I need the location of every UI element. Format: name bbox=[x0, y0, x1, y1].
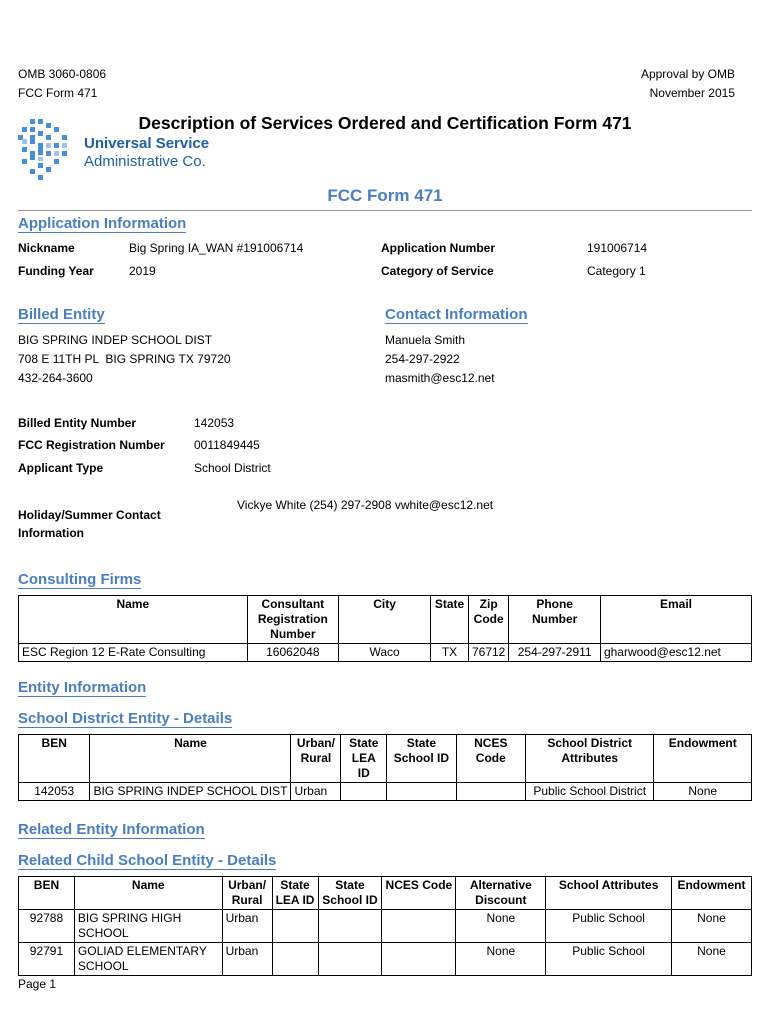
header-left bbox=[18, 65, 106, 103]
child-endowment: None bbox=[671, 943, 751, 976]
col-district-attributes: School District Attributes bbox=[525, 735, 654, 783]
consulting-table bbox=[18, 595, 752, 662]
col-city: City bbox=[339, 596, 431, 644]
child-state-school-id bbox=[318, 910, 382, 943]
col-nces-code: NCES Code bbox=[382, 877, 456, 910]
contact-name: Manuela Smith bbox=[385, 333, 466, 347]
col-urban-rural: Urban/ Rural bbox=[291, 735, 341, 783]
consultant-email: gharwood@esc12.net bbox=[600, 644, 751, 662]
logo-line-2: Administrative Co. bbox=[84, 153, 206, 170]
table-row bbox=[19, 943, 752, 976]
col-name: Name bbox=[90, 735, 291, 783]
child-heading: Related Child School Entity - Details bbox=[18, 852, 277, 869]
col-nces-code: NCES Code bbox=[456, 735, 525, 783]
usac-logo-icon bbox=[16, 117, 80, 185]
billed-entity-name: BIG SPRING INDEP SCHOOL DIST bbox=[18, 333, 213, 347]
col-ben: BEN bbox=[19, 877, 75, 910]
holiday-contact-label: Holiday/Summer Contact Information bbox=[18, 508, 161, 540]
district-state-lea-id bbox=[341, 783, 387, 801]
table-row bbox=[19, 644, 752, 662]
billed-entity-phone: 432-264-3600 bbox=[18, 371, 93, 385]
billed-entity-heading: Billed Entity bbox=[18, 306, 105, 323]
district-nces-code bbox=[456, 783, 525, 801]
child-endowment: None bbox=[671, 910, 751, 943]
child-urban-rural: Urban bbox=[222, 943, 272, 976]
child-table bbox=[18, 876, 752, 976]
child-ben: 92788 bbox=[19, 910, 75, 943]
approval-date: November 2015 bbox=[649, 86, 735, 100]
entity-info-heading: Entity Information bbox=[18, 679, 147, 696]
consultant-city: Waco bbox=[339, 644, 431, 662]
col-endowment: Endowment bbox=[671, 877, 751, 910]
funding-year-value: 2019 bbox=[129, 264, 156, 278]
col-school-attributes: School Attributes bbox=[546, 877, 672, 910]
contact-email: masmith@esc12.net bbox=[385, 371, 495, 385]
district-urban-rural: Urban bbox=[291, 783, 341, 801]
child-header-row bbox=[19, 877, 752, 910]
district-name: BIG SPRING INDEP SCHOOL DIST bbox=[90, 783, 291, 801]
contact-phone: 254-297-2922 bbox=[385, 352, 460, 366]
form-subtitle: FCC Form 471 bbox=[327, 186, 443, 205]
logo-line-1: Universal Service bbox=[84, 135, 210, 152]
child-alt-discount: None bbox=[456, 943, 546, 976]
app-number-label: Application Number bbox=[381, 241, 496, 255]
divider bbox=[18, 210, 752, 211]
col-email: Email bbox=[600, 596, 751, 644]
related-heading: Related Entity Information bbox=[18, 821, 205, 838]
billed-entity-address: 708 E 11TH PL BIG SPRING TX 79720 bbox=[18, 352, 231, 366]
col-alt-discount: Alternative Discount bbox=[456, 877, 546, 910]
col-state: State bbox=[431, 596, 469, 644]
form-number: FCC Form 471 bbox=[18, 86, 98, 100]
col-state-lea-id: State LEA ID bbox=[341, 735, 387, 783]
contact-heading: Contact Information bbox=[385, 306, 528, 323]
child-nces-code bbox=[382, 943, 456, 976]
child-name: GOLIAD ELEMENTARY SCHOOL bbox=[74, 943, 222, 976]
page-title: Description of Services Ordered and Certification Form 471 bbox=[138, 113, 632, 133]
district-heading: School District Entity - Details bbox=[18, 710, 233, 727]
col-phone: Phone Number bbox=[509, 596, 601, 644]
consultant-state: TX bbox=[431, 644, 469, 662]
table-row bbox=[19, 910, 752, 943]
nickname-value: Big Spring IA_WAN #191006714 bbox=[129, 241, 304, 255]
child-alt-discount: None bbox=[456, 910, 546, 943]
col-state-school-id: State School ID bbox=[387, 735, 456, 783]
consulting-header-row bbox=[19, 596, 752, 644]
child-urban-rural: Urban bbox=[222, 910, 272, 943]
district-header-row bbox=[19, 735, 752, 783]
child-nces-code bbox=[382, 910, 456, 943]
child-school-attributes: Public School bbox=[546, 943, 672, 976]
child-school-attributes: Public School bbox=[546, 910, 672, 943]
col-state-lea-id: State LEA ID bbox=[272, 877, 318, 910]
applicant-type-value: School District bbox=[194, 461, 271, 475]
consultant-name: ESC Region 12 E-Rate Consulting bbox=[19, 644, 248, 662]
child-state-lea-id bbox=[272, 943, 318, 976]
col-ben: BEN bbox=[19, 735, 90, 783]
col-consultant-reg: Consultant Registration Number bbox=[247, 596, 338, 644]
header-right bbox=[641, 65, 735, 103]
category-value: Category 1 bbox=[587, 264, 646, 278]
contact-block bbox=[385, 331, 495, 388]
ben-value: 142053 bbox=[194, 416, 235, 430]
district-ben: 142053 bbox=[19, 783, 90, 801]
child-state-school-id bbox=[318, 943, 382, 976]
child-ben: 92791 bbox=[19, 943, 75, 976]
usac-logo bbox=[16, 117, 216, 185]
col-name: Name bbox=[74, 877, 222, 910]
child-state-lea-id bbox=[272, 910, 318, 943]
col-state-school-id: State School ID bbox=[318, 877, 382, 910]
fcc-reg-label: FCC Registration Number bbox=[18, 438, 165, 452]
application-heading: Application Information bbox=[18, 215, 187, 232]
consultant-phone: 254-297-2911 bbox=[509, 644, 601, 662]
billed-entity-block bbox=[18, 331, 231, 388]
col-urban-rural: Urban/ Rural bbox=[222, 877, 272, 910]
omb-number: OMB 3060-0806 bbox=[18, 67, 107, 81]
applicant-type-label: Applicant Type bbox=[18, 461, 104, 475]
district-endowment: None bbox=[654, 783, 752, 801]
omb-approval: Approval by OMB bbox=[640, 67, 735, 81]
col-zip: Zip Code bbox=[468, 596, 508, 644]
funding-year-label: Funding Year bbox=[18, 264, 94, 278]
col-name: Name bbox=[19, 596, 248, 644]
table-row bbox=[19, 783, 752, 801]
consultant-zip: 76712 bbox=[468, 644, 508, 662]
consulting-heading: Consulting Firms bbox=[18, 571, 142, 588]
category-label: Category of Service bbox=[381, 264, 494, 278]
consultant-reg-number: 16062048 bbox=[247, 644, 338, 662]
app-number-value: 191006714 bbox=[587, 241, 648, 255]
col-endowment: Endowment bbox=[654, 735, 752, 783]
ben-label: Billed Entity Number bbox=[18, 416, 137, 430]
child-name: BIG SPRING HIGH SCHOOL bbox=[74, 910, 222, 943]
district-table bbox=[18, 734, 752, 801]
nickname-label: Nickname bbox=[18, 241, 75, 255]
holiday-contact-value: Vickye White (254) 297-2908 vwhite@esc12.net bbox=[237, 498, 494, 512]
fcc-reg-value: 0011849445 bbox=[194, 438, 260, 452]
page-number: Page 1 bbox=[18, 977, 57, 991]
district-attributes: Public School District bbox=[525, 783, 654, 801]
district-state-school-id bbox=[387, 783, 456, 801]
